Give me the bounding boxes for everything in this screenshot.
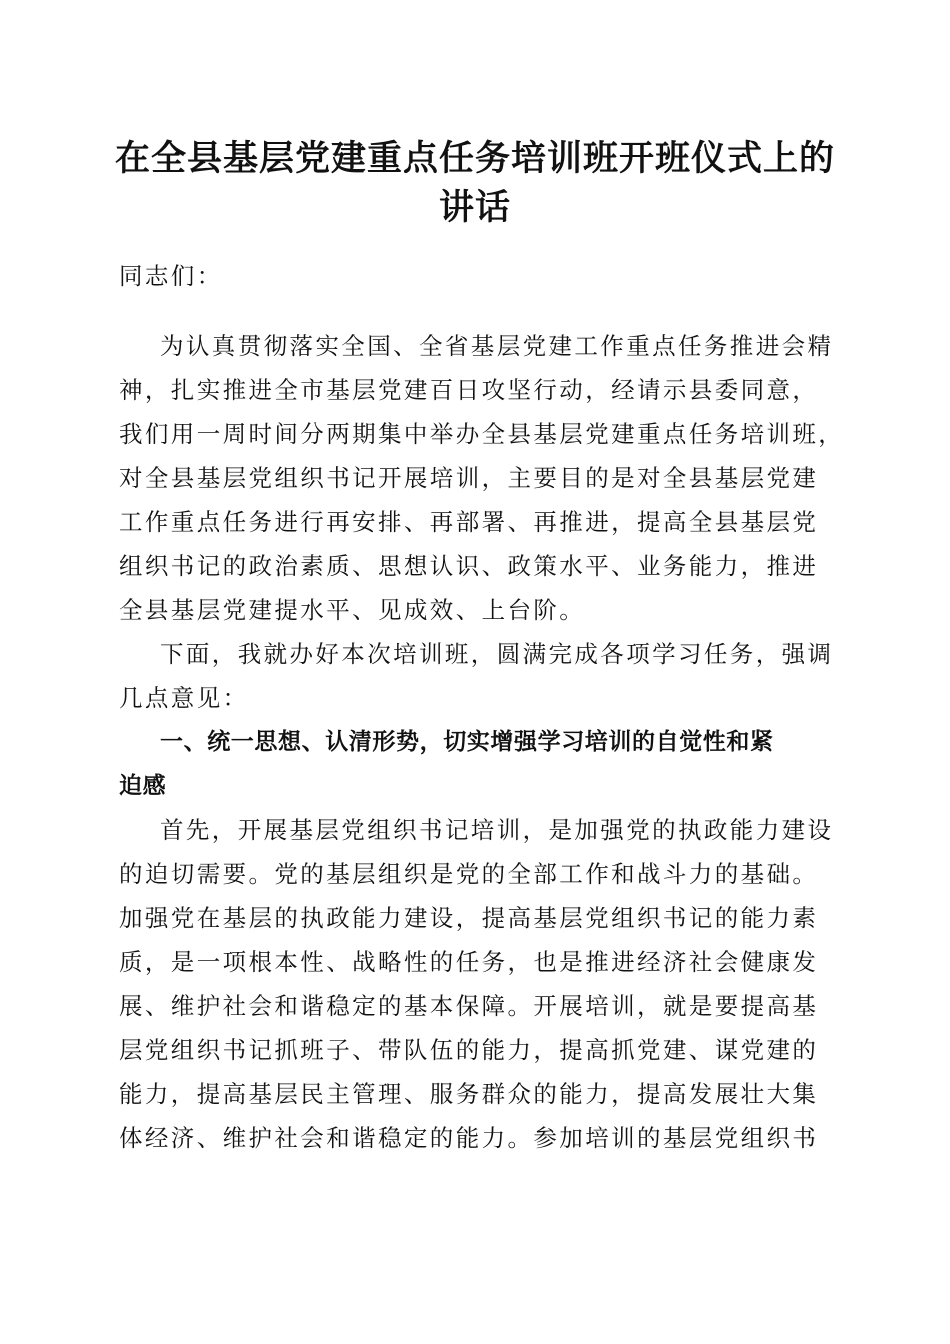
- paragraph-line: 我们用一周时间分两期集中举办全县基层党建重点任务培训班，: [119, 420, 845, 448]
- paragraph-line: 能力，提高基层民主管理、服务群众的能力，提高发展壮大集: [119, 1080, 819, 1108]
- paragraph-line: 加强党在基层的执政能力建设，提高基层党组织书记的能力素: [119, 904, 819, 932]
- paragraph-line: 体经济、维护社会和谐稳定的能力。参加培训的基层党组织书: [119, 1124, 819, 1152]
- paragraph-line: 质，是一项根本性、战略性的任务，也是推进经济社会健康发: [119, 948, 819, 976]
- document-title-line-2: 讲话: [438, 187, 511, 228]
- heading-line: 一、统一思想、认清形势，切实增强学习培训的自觉性和紧: [160, 729, 774, 755]
- paragraph-line: 的迫切需要。党的基层组织是党的全部工作和战斗力的基础。: [119, 860, 819, 888]
- paragraph-line: 为认真贯彻落实全国、全省基层党建工作重点任务推进会精: [160, 332, 834, 360]
- paragraph-line: 下面，我就办好本次培训班，圆满完成各项学习任务，强调: [160, 640, 834, 668]
- paragraph-line: 对全县基层党组织书记开展培训，主要目的是对全县基层党建: [119, 464, 819, 492]
- document-title-line-1: 在全县基层党建重点任务培训班开班仪式上的: [114, 138, 835, 179]
- paragraph-line: 工作重点任务进行再安排、再部署、再推进，提高全县基层党: [119, 508, 819, 536]
- paragraph-line: 展、维护社会和谐稳定的基本保障。开展培训，就是要提高基: [119, 992, 819, 1020]
- paragraph-line: 首先，开展基层党组织书记培训，是加强党的执政能力建设: [160, 816, 834, 844]
- salutation: 同志们：: [119, 262, 223, 290]
- paragraph-line: 几点意见：: [119, 684, 249, 712]
- paragraph-line: 层党组织书记抓班子、带队伍的能力，提高抓党建、谋党建的: [119, 1036, 819, 1064]
- paragraph-line: 全县基层党建提水平、见成效、上台阶。: [119, 596, 586, 624]
- paragraph-line: 组织书记的政治素质、思想认识、政策水平、业务能力，推进: [119, 552, 819, 580]
- paragraph-line: 神，扎实推进全市基层党建百日攻坚行动，经请示县委同意，: [119, 376, 819, 404]
- heading-line: 迫感: [119, 773, 167, 799]
